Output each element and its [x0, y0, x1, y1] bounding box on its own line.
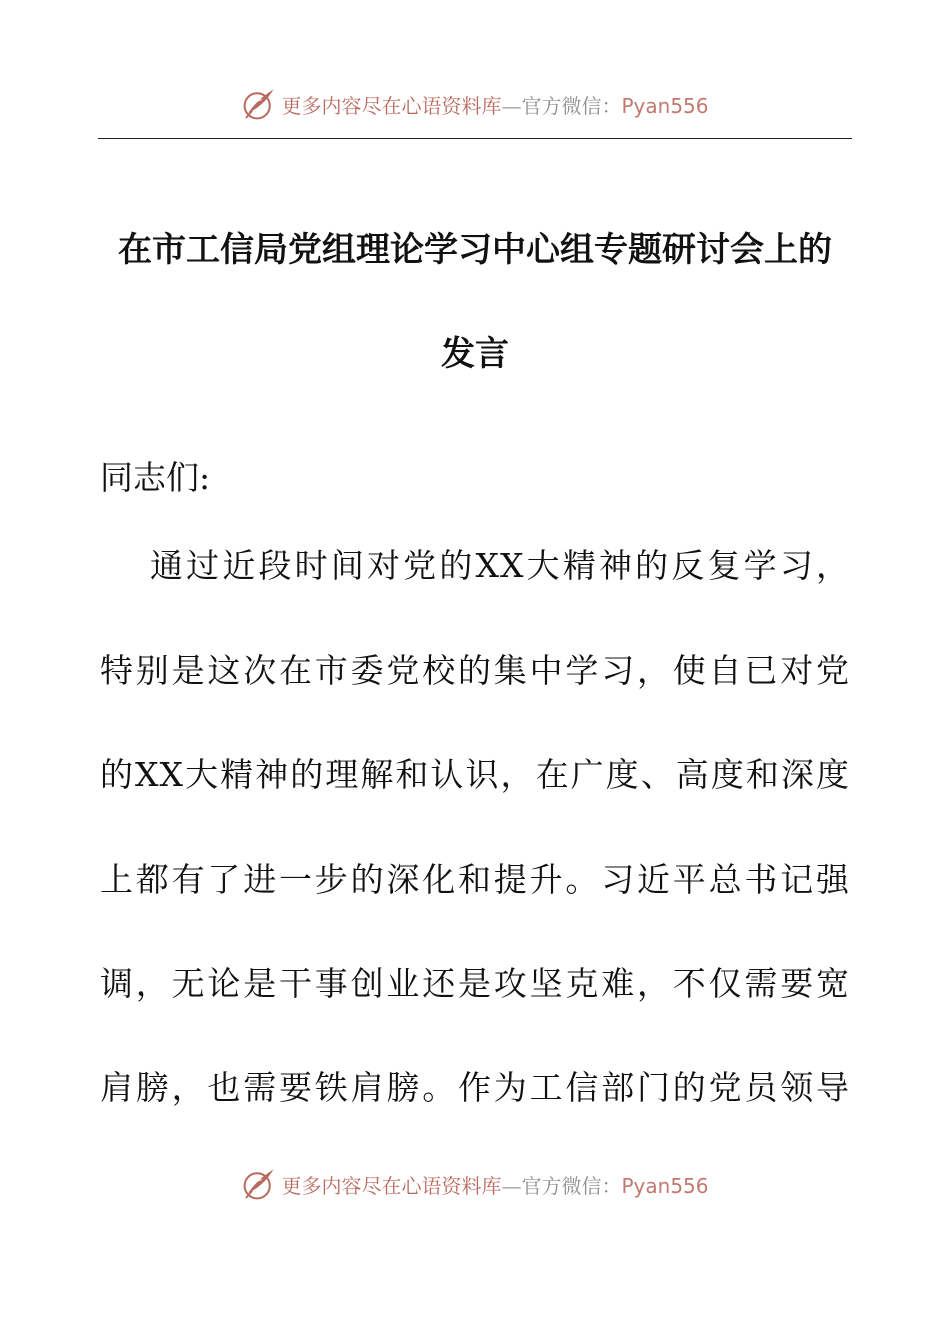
banner-wechat-label: 官方微信： [521, 93, 622, 118]
footer-banner-text [281, 1170, 708, 1199]
banner-dash: — [501, 1173, 522, 1198]
document-title-line-1: 在市工信局党组理论学习中心组专题研讨会上的 [118, 230, 832, 270]
banner-slogan: 更多内容尽在心语资料库 [281, 1173, 502, 1198]
header-divider [98, 138, 852, 139]
banner-wechat-handle: Pyan556 [621, 1173, 709, 1198]
salutation: 同志们: [100, 458, 211, 497]
banner-wechat-label: 官方微信： [521, 1173, 622, 1198]
banner-slogan: 更多内容尽在心语资料库 [281, 93, 502, 118]
body-line: 特别是这次在市委党校的集中学习，使自已对党 [100, 651, 850, 690]
banner-wechat-handle: Pyan556 [621, 93, 709, 118]
body-line: 调，无论是干事创业还是攻坚克难，不仅需要宽 [100, 964, 850, 1003]
body-line: 肩膀，也需要铁肩膀。作为工信部门的党员领导 [100, 1068, 850, 1107]
header-banner [0, 82, 950, 126]
quill-pen-logo-icon [241, 86, 277, 122]
body-line: 的XX大精神的理解和认识，在广度、高度和深度 [100, 755, 850, 794]
document-title-line-2: 发言 [441, 334, 509, 374]
footer-banner [0, 1162, 950, 1206]
banner-dash: — [501, 93, 522, 118]
header-banner-text [281, 90, 708, 119]
quill-pen-logo-icon [241, 1166, 277, 1202]
body-line: 上都有了进一步的深化和提升。习近平总书记强 [100, 860, 850, 899]
body-line: 通过近段时间对党的XX大精神的反复学习， [150, 546, 850, 585]
